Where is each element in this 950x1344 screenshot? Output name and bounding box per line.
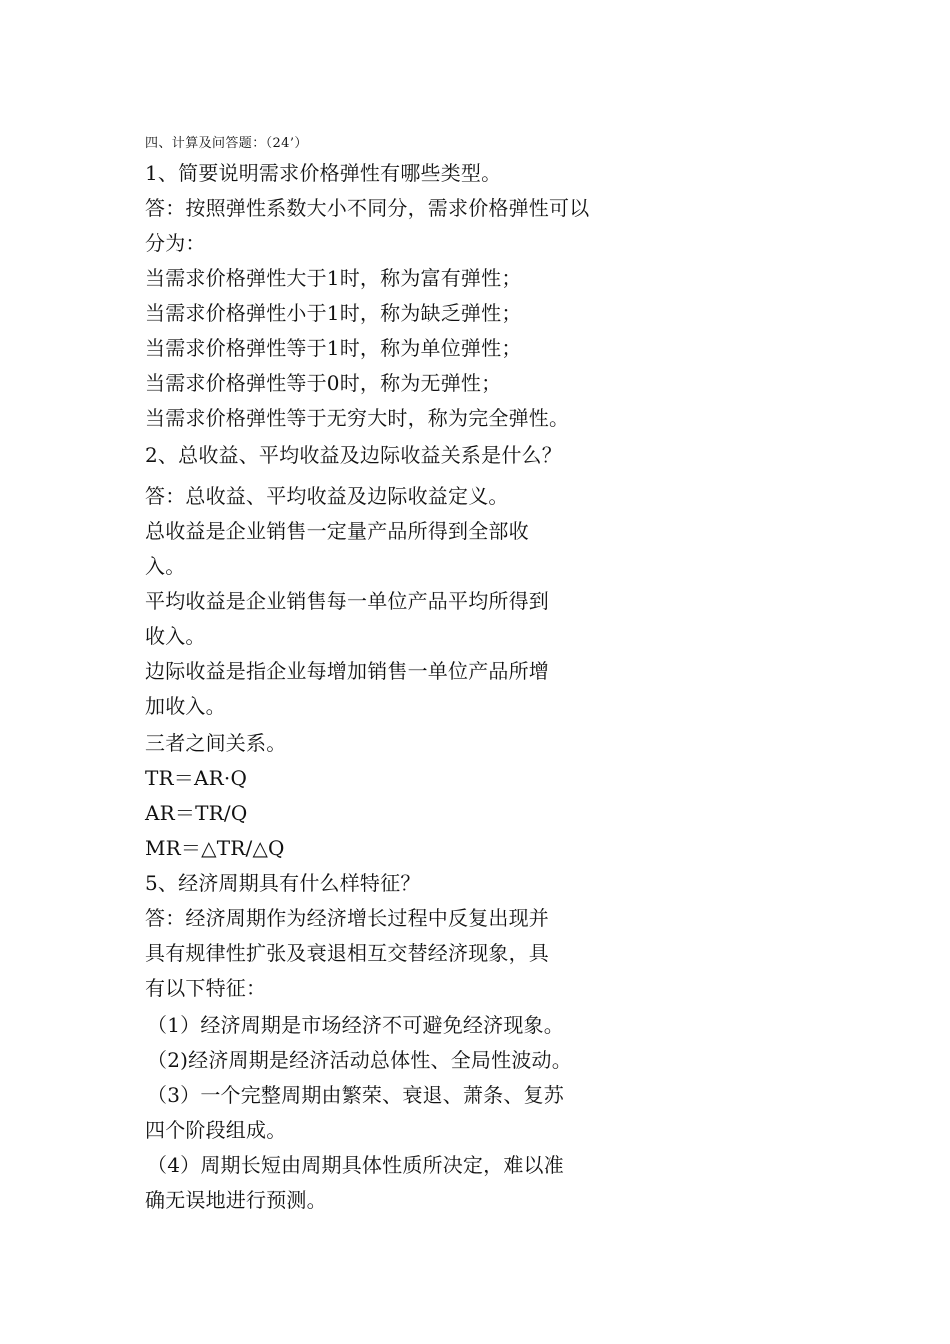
- feature-3-line-1: （3）一个完整周期由繁荣、衰退、萧条、复苏: [147, 1083, 564, 1107]
- question-5: 5、经济周期具有什么样特征？: [145, 871, 421, 895]
- answer-2-line-1: 答：总收益、平均收益及边际收益定义。: [145, 484, 509, 508]
- answer-5-line-3: 有以下特征：: [145, 976, 267, 1000]
- formula-ar: AR＝TR/Q: [145, 801, 248, 825]
- answer-2-line-5: 收入。: [145, 624, 206, 648]
- section-title: 四、计算及问答题：（24’）: [145, 136, 308, 151]
- answer-2-line-3: 入。: [145, 554, 186, 578]
- answer-5-line-1: 答：经济周期作为经济增长过程中反复出现并: [145, 906, 549, 930]
- answer-1-line-1: 答：按照弹性系数大小不同分，需求价格弹性可以: [145, 196, 590, 220]
- question-1: 1、简要说明需求价格弹性有哪些类型。: [145, 161, 502, 185]
- formula-mr: MR＝△TR/△Q: [145, 836, 285, 860]
- answer-2-line-2: 总收益是企业销售一定量产品所得到全部收: [145, 519, 529, 543]
- formula-tr: TR＝AR·Q: [145, 766, 248, 790]
- answer-1-line-7: 当需求价格弹性等于无穷大时，称为完全弹性。: [145, 406, 570, 430]
- answer-1-line-3: 当需求价格弹性大于1时，称为富有弹性；: [145, 266, 522, 290]
- answer-1-line-4: 当需求价格弹性小于1时，称为缺乏弹性；: [145, 301, 522, 325]
- feature-4-line-2: 确无误地进行预测。: [145, 1188, 327, 1212]
- feature-2: （2)经济周期是经济活动总体性、全局性波动。: [147, 1048, 572, 1072]
- feature-1: （1）经济周期是市场经济不可避免经济现象。: [147, 1013, 564, 1037]
- answer-2-line-4: 平均收益是企业销售每一单位产品平均所得到: [145, 589, 549, 613]
- question-2: 2、总收益、平均收益及边际收益关系是什么？: [145, 443, 562, 467]
- feature-4-line-1: （4）周期长短由周期具体性质所决定，难以准: [147, 1153, 564, 1177]
- answer-2-line-8: 三者之间关系。: [145, 731, 287, 755]
- answer-1-line-6: 当需求价格弹性等于0时，称为无弹性；: [145, 371, 502, 395]
- answer-1-line-5: 当需求价格弹性等于1时，称为单位弹性；: [145, 336, 522, 360]
- answer-1-line-2: 分为：: [145, 231, 206, 255]
- feature-3-line-2: 四个阶段组成。: [145, 1118, 287, 1142]
- answer-5-line-2: 具有规律性扩张及衰退相互交替经济现象，具: [145, 941, 549, 965]
- answer-2-line-7: 加收入。: [145, 694, 226, 718]
- answer-2-line-6: 边际收益是指企业每增加销售一单位产品所增: [145, 659, 549, 683]
